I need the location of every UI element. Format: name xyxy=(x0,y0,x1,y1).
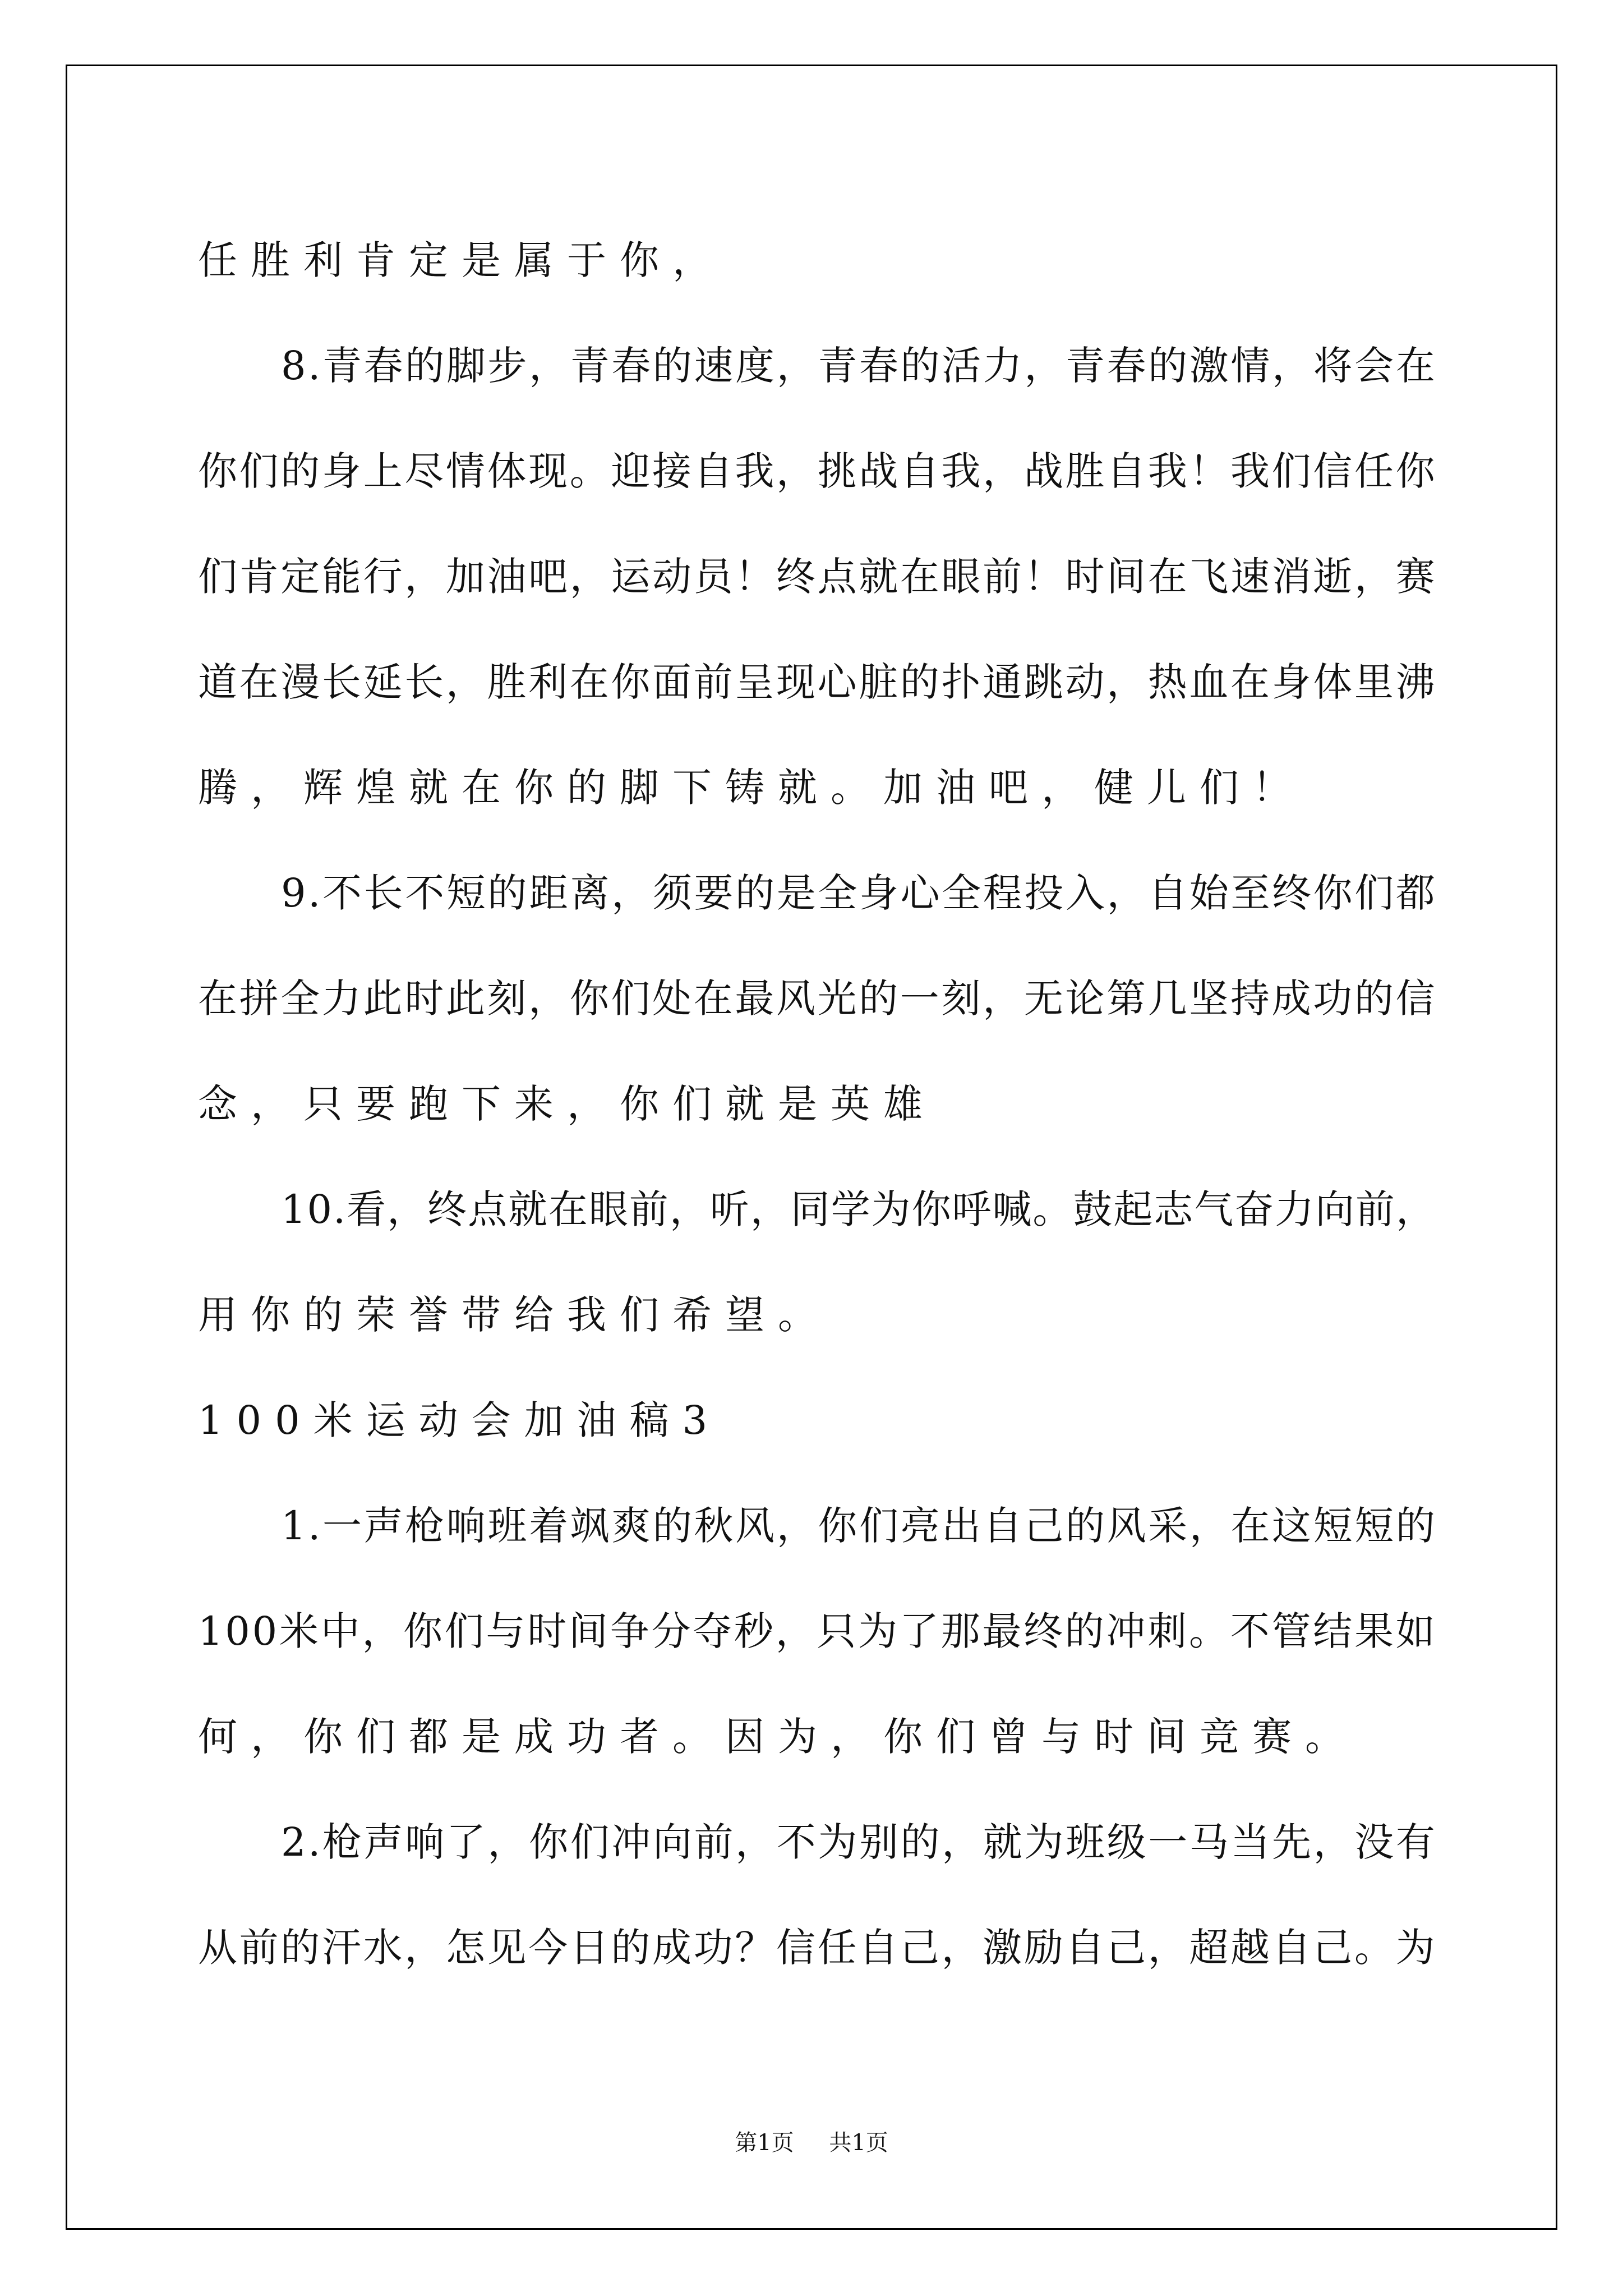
paragraph-line: 们 肯 定 能 行 ， 加 油 吧 ， 运 动 员 ！ 终 点 就 在 眼 前 ！ 时 间 在 飞 速 消 逝 ， 赛 xyxy=(198,554,1435,600)
paragraph-line: 腾，辉煌就在你的脚下铸就。加油吧，健儿们！ xyxy=(198,765,1305,811)
paragraph-line: 2 . 枪 声 响 了 ， 你 们 冲 向 前 ， 不 为 别 的 ， 就 为 班 级 一 马 当 先 ， 没 有 xyxy=(281,1819,1435,1865)
document-body xyxy=(198,208,1435,2000)
page-footer xyxy=(0,2126,1623,2160)
paragraph-line: 何，你们都是成功者。因为，你们曾与时间竞赛。 xyxy=(198,1714,1358,1760)
paragraph-line: 在 拼 全 力 此 时 此 刻 ， 你 们 处 在 最 风 光 的 一 刻 ， 无 论 第 几 坚 持 成 功 的 信 xyxy=(198,976,1435,1022)
paragraph-line: 1 . 一 声 枪 响 班 着 飒 爽 的 秋 风 ， 你 们 亮 出 自 己 的 风 采 ， 在 这 短 短 的 xyxy=(281,1503,1435,1549)
paragraph-line: 任胜利肯定是属于你， xyxy=(198,237,725,283)
page-total: 共1页 xyxy=(829,2130,888,2156)
paragraph-line: 1 0 . 看 ， 终 点 就 在 眼 前 ， 听 ， 同 学 为 你 呼 喊 。 鼓 起 志 气 奋 力 向 前 ， xyxy=(281,1186,1435,1232)
paragraph-line: 从 前 的 汗 水 ， 怎 见 今 日 的 成 功 ？ 信 任 自 己 ， 激 励 自 己 ， 超 越 自 己 。 为 xyxy=(198,1925,1435,1971)
paragraph-line: 念，只要跑下来，你们就是英雄 xyxy=(198,1081,936,1127)
paragraph-line: 8 . 青 春 的 脚 步 ， 青 春 的 速 度 ， 青 春 的 活 力 ， 青 春 的 激 情 ， 将 会 在 xyxy=(281,343,1435,389)
paragraph-line: 1 0 0 米 中 ， 你 们 与 时 间 争 分 夺 秒 ， 只 为 了 那 最 终 的 冲 刺 。 不 管 结 果 如 xyxy=(198,1608,1435,1654)
paragraph-line: 道 在 漫 长 延 长 ， 胜 利 在 你 面 前 呈 现 心 脏 的 扑 通 跳 动 ， 热 血 在 身 体 里 沸 xyxy=(198,659,1435,705)
paragraph-line: 9 . 不 长 不 短 的 距 离 ， 须 要 的 是 全 身 心 全 程 投 入 ， 自 始 至 终 你 们 都 xyxy=(281,870,1435,916)
page-number: 第1页 xyxy=(735,2130,794,2156)
paragraph-line: 用你的荣誉带给我们希望。 xyxy=(198,1292,831,1338)
paragraph-line: 你 们 的 身 上 尽 情 体 现 。 迎 接 自 我 ， 挑 战 自 我 ， 战 胜 自 我 ！ 我 们 信 任 你 xyxy=(198,448,1435,494)
section-heading: 100米运动会加油稿3 xyxy=(198,1397,721,1443)
